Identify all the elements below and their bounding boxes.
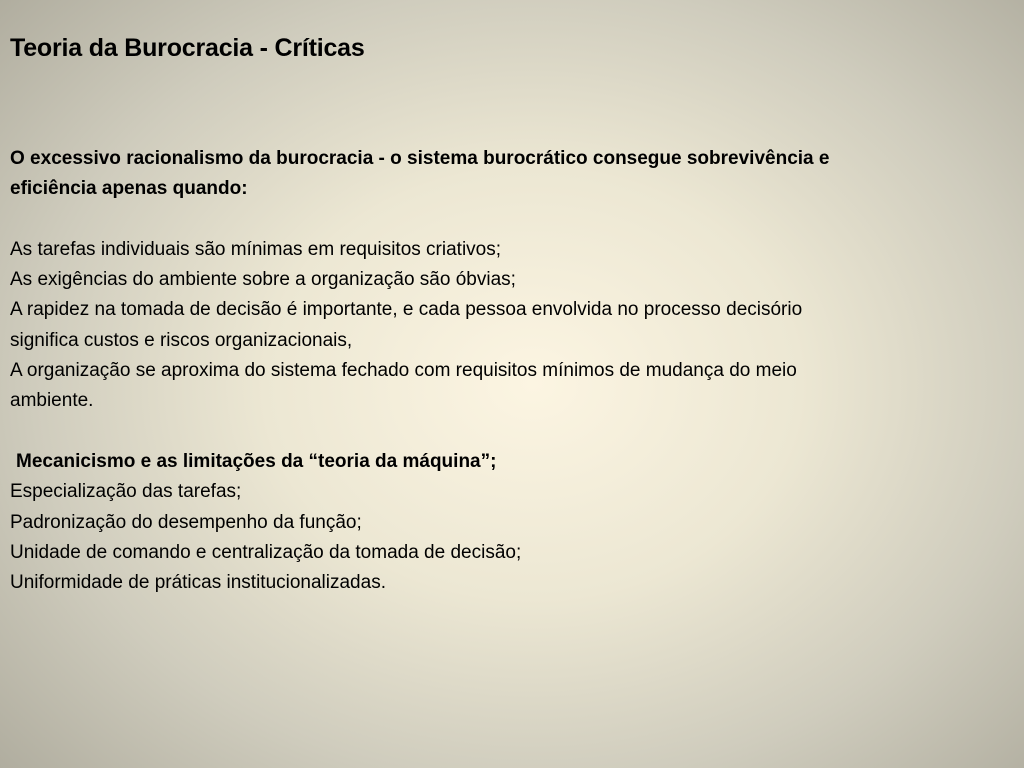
slide [10,0,1014,768]
section1-line: A organização se aproxima do sistema fechado com requisitos mínimos de mudança do meio [10,360,797,382]
section2-line: Especialização das tarefas; [10,481,242,503]
section1-line: ambiente. [10,390,94,412]
section2-line: Unidade de comando e centralização da tomada de decisão; [10,541,522,563]
section1-line: significa custos e riscos organizacionais, [10,329,353,351]
section1-line: As tarefas individuais são mínimas em requisitos criativos; [10,238,502,260]
slide-body [10,144,1000,598]
section2-heading: Mecanicismo e as limitações da “teoria da máquina”; [16,450,497,472]
spacer [10,205,1000,235]
section1-heading-line-1: O excessivo racionalismo da burocracia - o sistema burocrático consegue sobrevivência e [10,148,830,169]
section1-line: A rapidez na tomada de decisão é importante, e cada pessoa envolvida no processo decisório [10,299,803,321]
section2-line: Padronização do desempenho da função; [10,511,362,533]
section1-line: As exigências do ambiente sobre a organização são óbvias; [10,269,516,291]
section1-heading-line-2: eficiência apenas quando: [10,178,248,200]
spacer [10,417,1000,447]
section2-line: Uniformidade de práticas institucionalizadas. [10,572,386,594]
slide-title: Teoria da Burocracia - Críticas [10,34,365,62]
